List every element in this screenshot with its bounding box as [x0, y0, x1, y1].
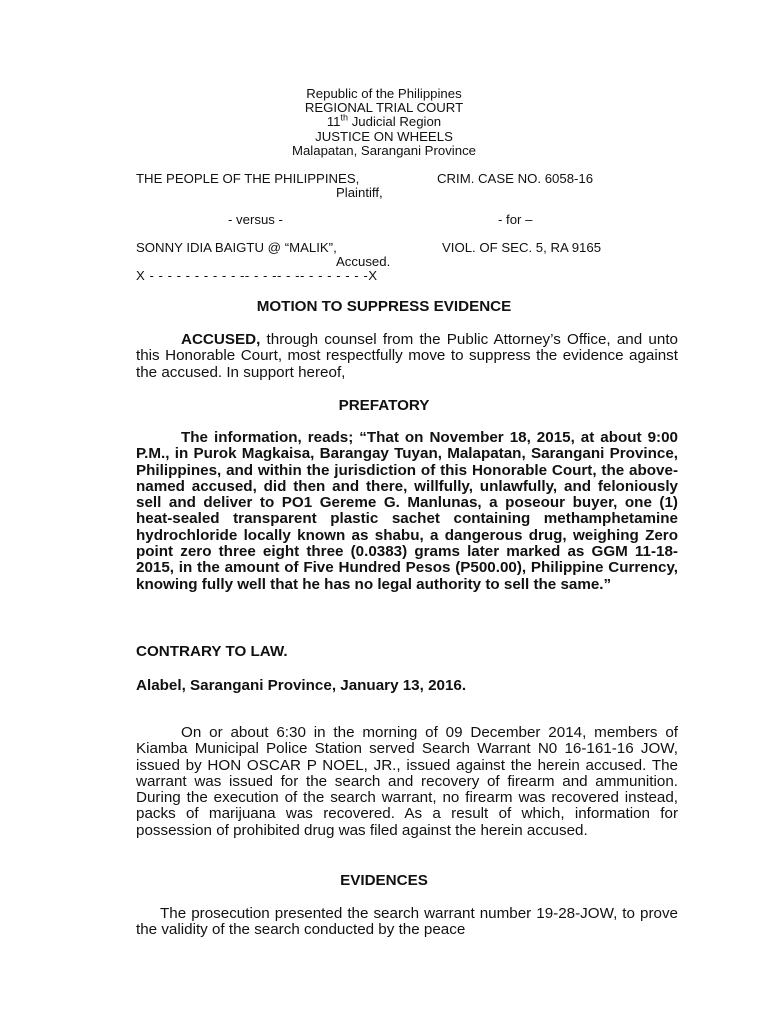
- prefatory-heading: PREFATORY: [338, 397, 430, 414]
- court-location: Malapatan, Sarangani Province: [291, 142, 476, 158]
- court-name: REGIONAL TRIAL COURT: [304, 100, 464, 116]
- accused-name: SONNY IDIA BAIGTU @ “MALIK”,: [136, 239, 337, 255]
- contrary-to-law: CONTRARY TO LAW.: [136, 643, 288, 660]
- republic-line: Republic of the Philippines: [306, 86, 462, 101]
- case-number: CRIM. CASE NO. 6058-16: [437, 171, 594, 186]
- place-date: Alabel, Sarangani Province, January 13, 2016.: [136, 677, 467, 694]
- for-label: - for –: [498, 212, 533, 228]
- information-paragraph: [136, 430, 678, 593]
- accused-role: Accused.: [336, 253, 391, 269]
- plaintiff-name: THE PEOPLE OF THE PHILIPPINES,: [136, 171, 360, 186]
- accused-lead: ACCUSED,: [181, 331, 261, 348]
- evidences-heading: EVIDENCES: [340, 872, 428, 889]
- plaintiff-role: Plaintiff,: [336, 185, 383, 201]
- intro-paragraph: [136, 332, 678, 381]
- facts-paragraph: [136, 725, 678, 839]
- facts-text: On or about 6:30 in the morning of 09 December 2014, members of Kiamba Municipal Police Station served Search Warrant N0 16-161-16 JOW, issued by HON OSCAR P NOEL, JR., issued against the herein accused. The warrant was issued for the search and recovery of firearm and ammunition. During the execution of the search warrant, no firearm was recovered instead, packs of marijuana was recovered. As a result of which, information for possession of prohibited drug was filed against the herein accused.: [136, 724, 678, 839]
- case-caption: [136, 172, 656, 283]
- document-title: MOTION TO SUPPRESS EVIDENCE: [256, 298, 512, 315]
- versus-label: - versus -: [228, 212, 283, 228]
- intro-text: through counsel from the Public Attorney’s Office, and unto this Honorable Court, most respectfully move to suppress the evidence against the accused. In support hereof,: [136, 331, 678, 381]
- evidences-paragraph: [136, 906, 678, 939]
- information-text: The information, reads; “That on November 18, 2015, at about 9:00 P.M., in Purok Magkaisa, Barangay Tuyan, Malapatan, Sarangani Province, Philippines, and within the jurisdiction of this Honorable Court, the above-named accused, did then and there, willfully, unlawfully, and feloniously sell and deliver to PO1 Gereme G. Manlunas, a poseour buyer, one (1) heat-sealed transparent plastic sachet containing methamphetamine hydrochloride locally known as shabu, a dangerous drug, weighing Zero point zero three eight three (0.0383) grams later marked as GGM 11-18-2015, in the amount of Five Hundred Pesos (P500.00), Philippine Currency, knowing fully well that he has no legal authority to sell the same.”: [136, 429, 678, 593]
- judicial-region: 11th Judicial Region: [326, 113, 442, 130]
- justice-on-wheels: JUSTICE ON WHEELS: [315, 128, 453, 144]
- violation: VIOL. OF SEC. 5, RA 9165: [442, 239, 602, 255]
- evidences-text: The prosecution presented the search warrant number 19-28-JOW, to prove the validity of the search conducted by the peace: [136, 905, 678, 939]
- court-header: [0, 87, 768, 158]
- caption-separator: X - - - - - - - - - - -- - - -- - -- - - - - - - -X: [136, 267, 378, 283]
